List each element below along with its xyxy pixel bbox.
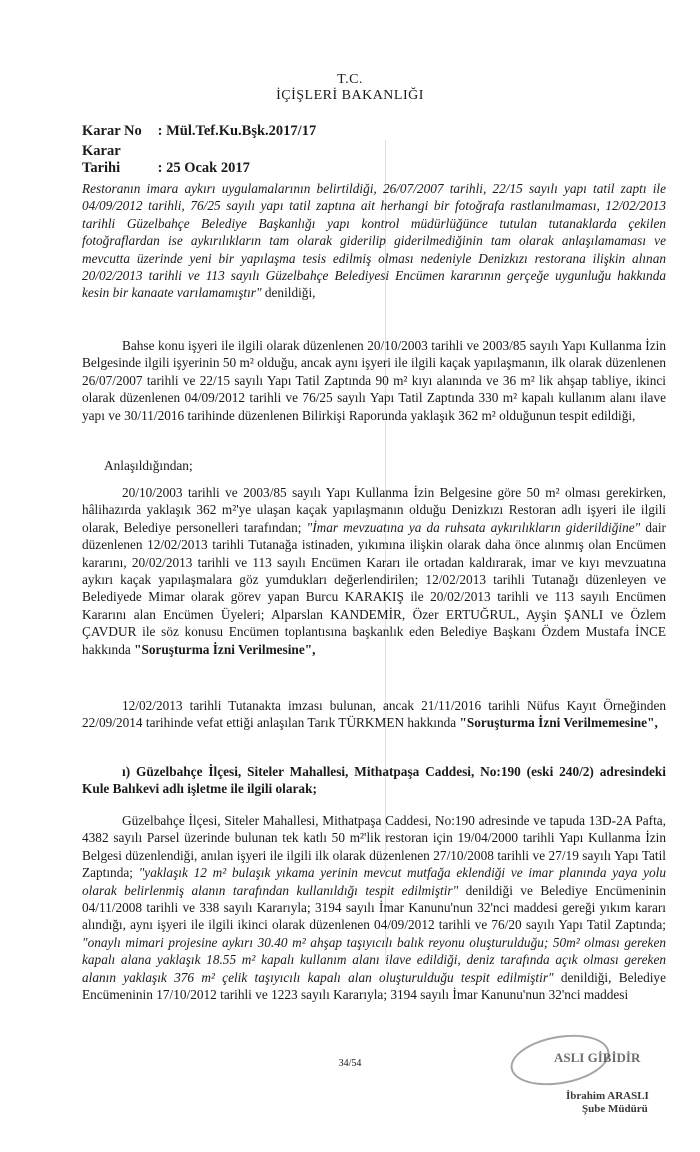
paragraph-anlasildigindan xyxy=(82,457,666,474)
official-stamp xyxy=(508,1036,666,1082)
paragraph-karar-1 xyxy=(82,484,666,658)
paragraph-kule-balikevi xyxy=(82,812,666,1003)
karar-1-text-b: dair düzenlenen 12/02/2013 tarihli Tutanağa istinaden, yıkımına ilişkin olarak daha önce alınmış olan Encümen kararını, 20/02/2013 tarihli ve 113 sayılı Encümen Kararı ile ortadan kaldırarak, imar ve kıyı mevzuatına aykırı kaçak yapılaşmalara göz yumdukları değerlendirilen; 12/02/2013 tarihli Tutanağı düzenleyen ve Belediyede Mimar olarak görev yapan Burcu KARAKIŞ ile 20/02/2013 tarihli ve 113 sayılı Encümen Kararını alan Encümen Üyeleri; Alparslan KANDEMİR, Özer ERTUĞRUL, Ayşin ŞANLI ve Özlem ÇAVDUR ile söz konusu Encümen toplantısına başkanlık eden Belediye Başkanı Özdem Mustafa İNCE hakkında xyxy=(82,519,666,657)
karar-2-decision: "Soruşturma İzni Verilmemesine" xyxy=(459,715,655,731)
karar-tarihi-row xyxy=(82,143,250,177)
karar-1-decision: "Soruşturma İzni Verilmesine" xyxy=(134,641,313,657)
bahse-konu-text: Bahse konu işyeri ile ilgili olarak düzenlenen 20/10/2003 tarihli ve 2003/85 sayılı Yapı Kullanma İzin Belgesinde ilgili işyerinin 50 m² olduğu, ancak aynı işyeri ile ilgili kaçak yapılaşmanın, ilk olarak düzenlenen 26/07/2007 tarihli ve 22/15 sayılı Yapı Tatil Zaptında 90 m² kıyı alanında ve 36 m² lik ahşap tabliye, ikinci olarak düzenlenen 04/09/2012 tarihli ve 76/25 sayılı Yapı Tatil Zaptında 330 m² kapalı kullanım alanı ilave yapı ve 30/11/2016 tarihinde düzenlenen Bilirkişi Raporunda yaklaşık 362 m² olduğunun tespit edildiği, xyxy=(82,338,666,423)
paragraph-restoran-quote xyxy=(82,180,666,302)
karar-2-end: , xyxy=(654,715,658,731)
karar-no-row xyxy=(82,123,316,140)
quote-text: Restoranın imara aykırı uygulamalarının belirtildiği, 26/07/2007 tarihli, 22/15 sayılı yapı tatil zaptı ile 04/09/2012 tarihli, 76/25 sayılı yapı tatil zaptına ait herhangi bir fotoğrafa rastlanılmaması, 12/02/2013 tarihli Güzelbahçe Belediye Başkanlığı yapı kontrol müdürlüğünce tutulan tutanaklarda çekilen fotoğraflardan ise aykırılıkların tam olarak giderilip giderilmediğinin tam olarak anlaşılamaması ve mevcutta üzerinde yeni bir yapılaşma tesis edilmiş olması nedeniyle Denizkızı restorana ilişkin alınan 20/02/2013 tarihli ve 113 sayılı Güzelbahçe Belediyesi Encümen kararının gerçeğe uygunluğu hakkında kesin bir kanaate varılamamıştır" xyxy=(82,181,666,301)
karar-2-text: 12/02/2013 tarihli Tutanakta imzası bulunan, ancak 21/11/2016 tarihli Nüfus Kayıt Örneğinden 22/09/2014 tarihinde vefat ettiği anlaşılan Tarık TÜRKMEN hakkında xyxy=(82,698,666,731)
kule-text-b: denildiği ve Belediye Encümeninin 04/11/2008 tarihli ve 338 sayılı Kararıyla; 3194 sayılı İmar Kanunu'nun 32'nci maddesi gereği yıkım kararı alındığı, aynı işyeri ile ilgili ikinci olarak düzenlenen 04/09/2012 tarihli ve 76/20 sayılı Yapı Tatil Zaptında; xyxy=(82,882,667,933)
page-number: 34/54 xyxy=(338,1058,362,1069)
header-tc: T.C. xyxy=(337,72,363,87)
karar-no-value: : Mül.Tef.Ku.Bşk.2017/17 xyxy=(157,123,317,139)
karar-1-quote: "İmar mevzuatına ya da ruhsata aykırılıkların giderildiğine" xyxy=(306,519,641,535)
karar-no-label: Karar No xyxy=(82,123,142,139)
signer-title: Şube Müdürü xyxy=(582,1103,648,1115)
anlasildigindan-text: Anlaşıldığından; xyxy=(104,458,193,473)
karar-1-end: , xyxy=(312,641,316,657)
stamp-text: ASLI GİBİDİR xyxy=(554,1050,641,1065)
signer-name: İbrahim ARASLI xyxy=(566,1090,649,1102)
karar-tarihi-label: Karar Tarihi xyxy=(82,143,121,176)
section-heading-kule-balikevi xyxy=(82,763,666,798)
kule-quote-2: "onaylı mimari projesine aykırı 30.40 m² ahşap taşıyıcılı balık reyonu oluşturulduğu; 50m² olması gereken kapalı alana yaklaşık 18.55 m² kapalı kullanım alanı ilave edildiği, deniz tarafında açık olması gereken alanın yaklaşık 376 m² çelik taşıyıcılı kapalı alan oluşturulduğu tespit edilmiştir" xyxy=(82,934,666,985)
quote-tail: denildiği, xyxy=(261,285,316,301)
paragraph-bahse-konu xyxy=(82,337,666,424)
kule-text-a: Güzelbahçe İlçesi, Siteler Mahallesi, Mithatpaşa Caddesi, No:190 adresinde ve tapuda 13D-2A Pafta, 4382 sayılı Parsel üzerinde bulunan tek katlı 50 m²'lik restoran için 19/04/2000 tarihli Yapı Kullanma İzin Belgesi düzenlendiği, anılan işyeri ile ilgili ilk olarak düzenlenen 27/10/2008 tarihli ve 27/19 sayılı Yapı Tatil Zaptında; xyxy=(82,813,666,881)
karar-tarihi-value: : 25 Ocak 2017 xyxy=(157,160,250,176)
kule-text-c: denildiği, Belediye Encümeninin 17/10/2012 tarihli ve 1223 sayılı Kararıyla; 3194 sayılı İmar Kanunu'nun 32'nci maddesi xyxy=(82,969,666,1003)
section-heading-text: ı) Güzelbahçe İlçesi, Siteler Mahallesi, Mithatpaşa Caddesi, No:190 (eski 240/2) adresindeki Kule Balıkevi adlı işletme ile ilgili olarak; xyxy=(82,764,666,797)
karar-1-text-a: 20/10/2003 tarihli ve 2003/85 sayılı Yapı Kullanma İzin Belgesine göre 50 m² olması gerekirken, hâlihazırda yaklaşık 362 m²'ye ulaşan kaçak yapılaşmanın olduğu Denizkızı Restoran adlı işyeri ile ilgili olarak, Belediye personelleri tarafından; xyxy=(82,485,666,535)
header-ministry: İÇİŞLERİ BAKANLIĞI xyxy=(276,88,424,103)
kule-quote-1: "yaklaşık 12 m² bulaşık yıkama yerinin mevcut mutfağa eklendiği ve imar planında yaya yolu olarak belirlenmiş alanın tarafından kullanıldığı tespit edilmiştir" xyxy=(82,865,667,898)
paragraph-karar-2 xyxy=(82,697,666,732)
